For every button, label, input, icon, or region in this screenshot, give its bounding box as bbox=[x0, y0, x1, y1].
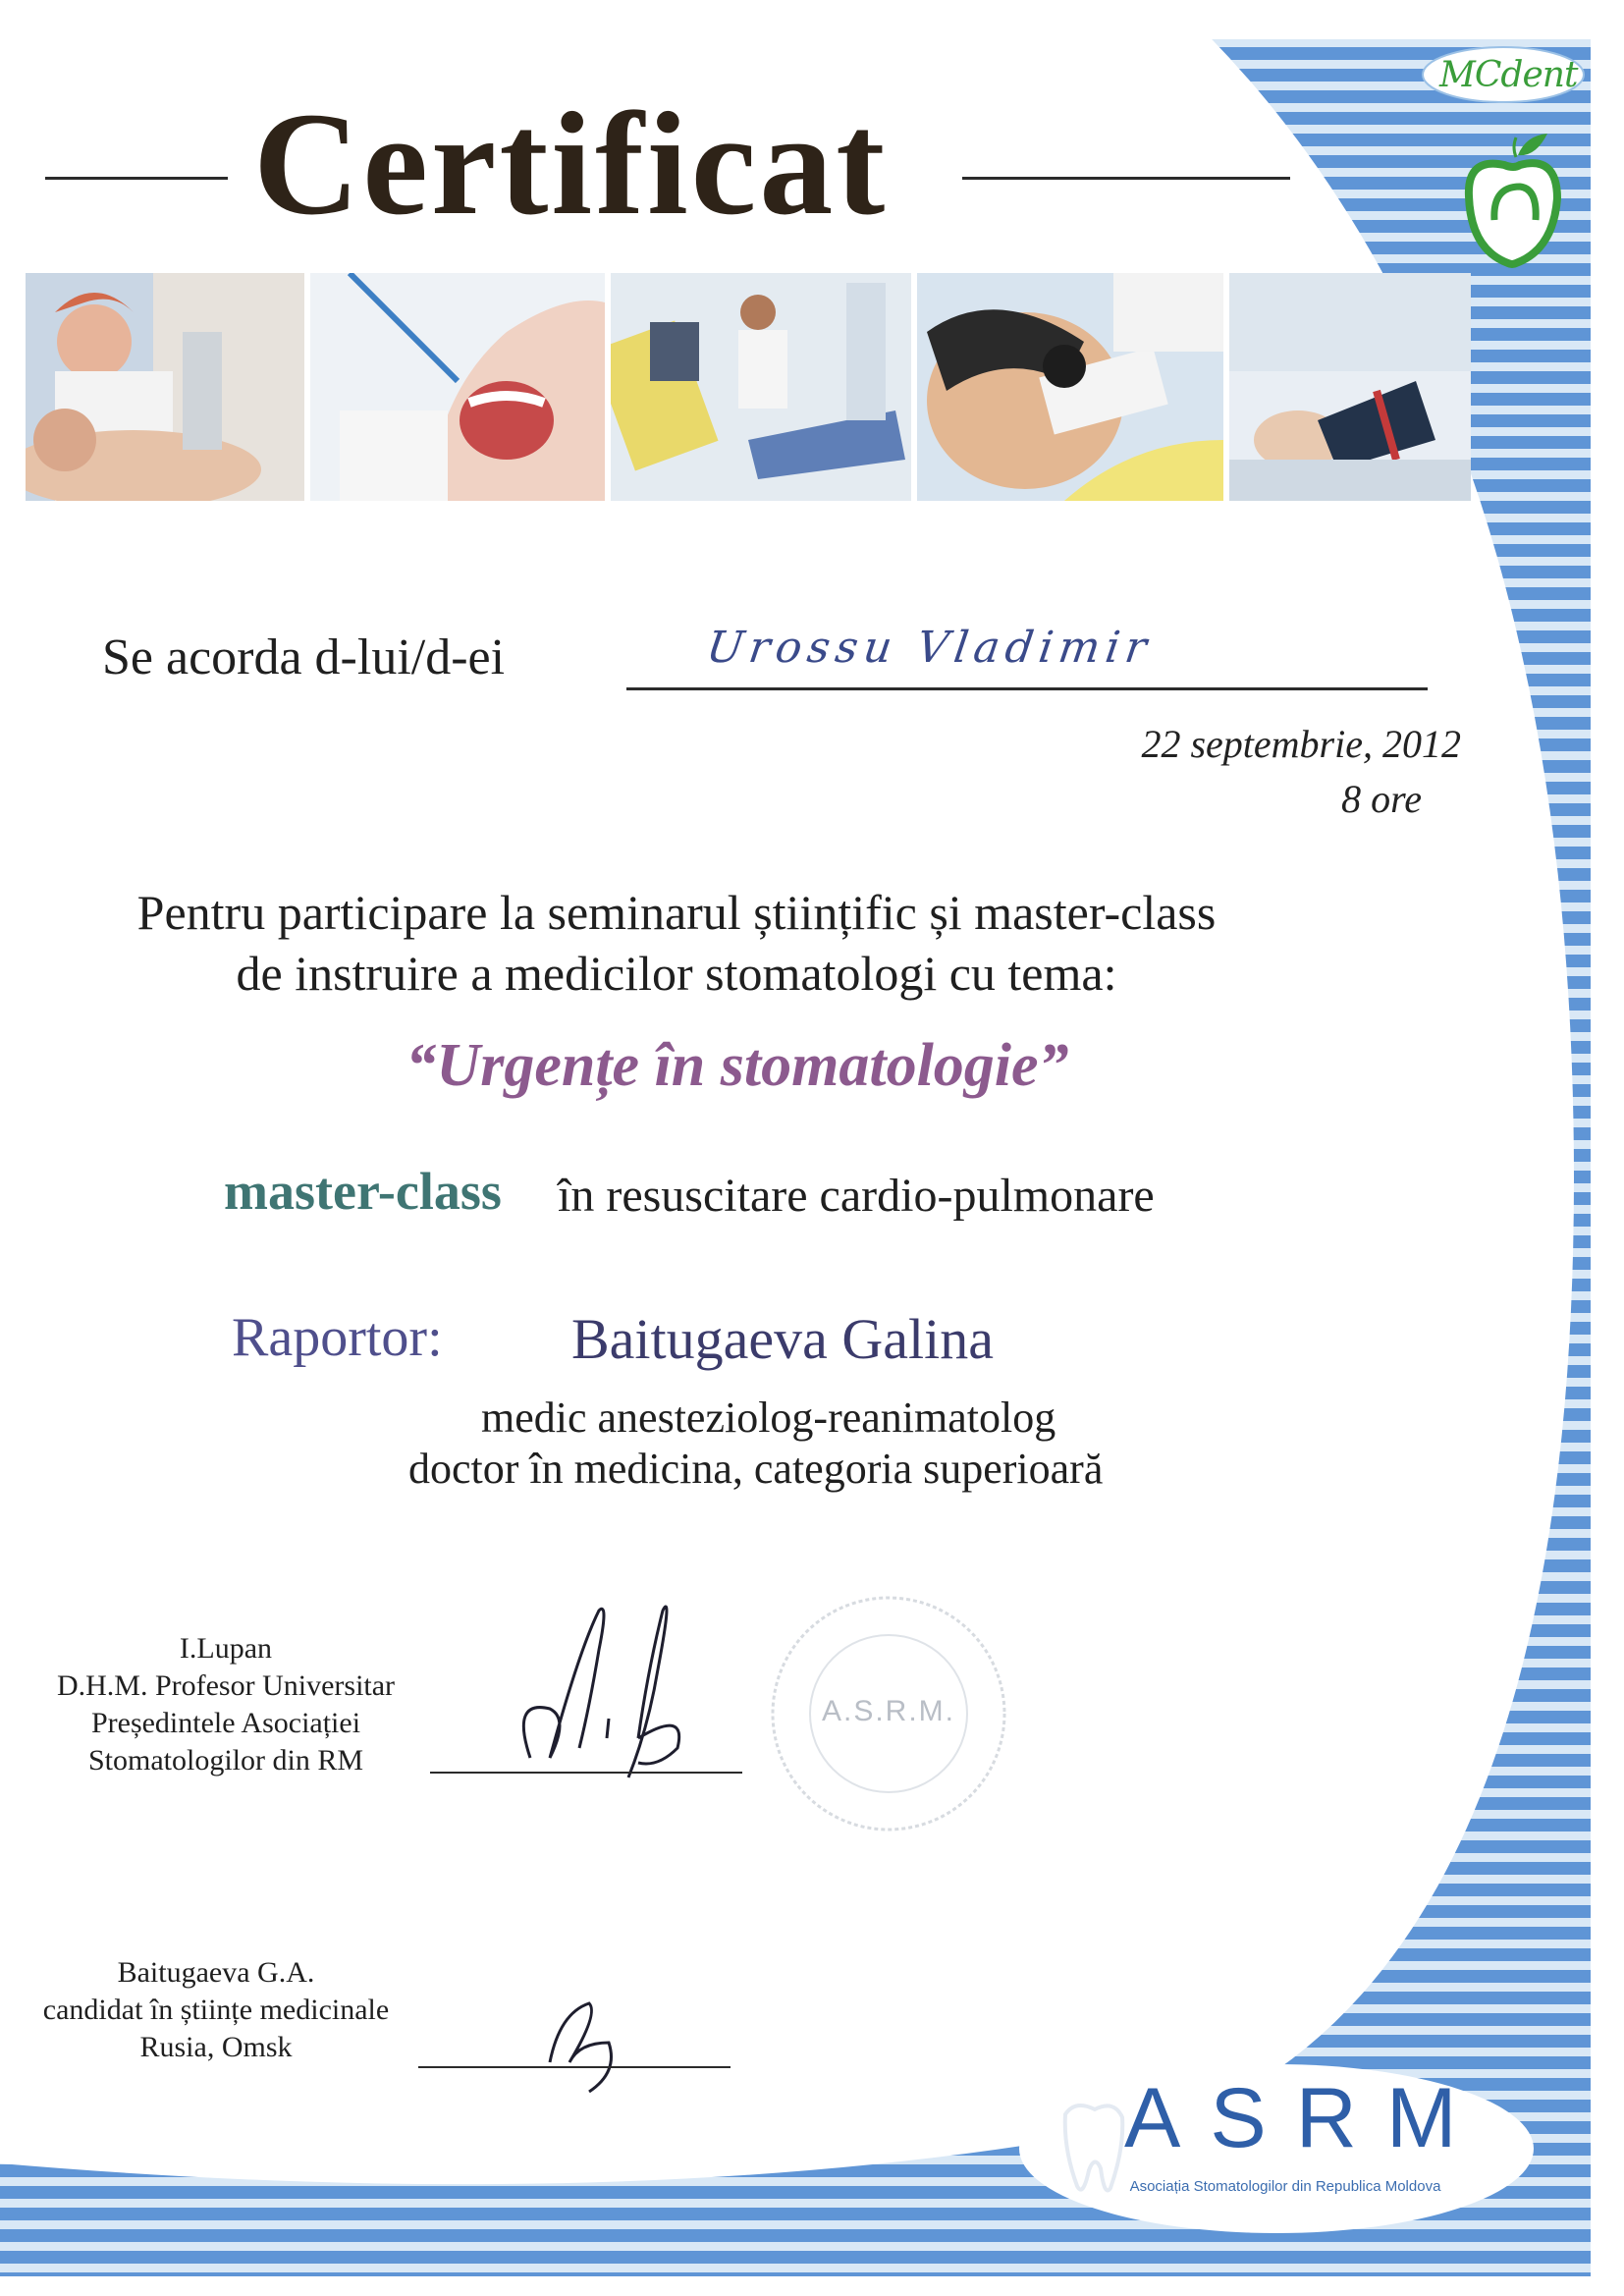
certificate-title: Certificat bbox=[253, 82, 889, 246]
reporter-title-line-1: medic anesteziolog-reanimatolog bbox=[481, 1394, 1056, 1442]
dental-patient-photo bbox=[310, 273, 605, 501]
awarded-to-label: Se acorda d-lui/d-ei bbox=[102, 629, 506, 685]
signatory-2-degree: candidat în științe medicinale bbox=[42, 1994, 390, 2026]
mannequin-photo bbox=[1229, 273, 1471, 501]
title-rule-right bbox=[962, 177, 1290, 180]
asrm-stamp bbox=[766, 1591, 1011, 1836]
mcdent-logo bbox=[1410, 39, 1587, 275]
signatory-1-name: I.Lupan bbox=[179, 1632, 273, 1665]
signatory-1-role: Președintele Asociației bbox=[90, 1707, 361, 1739]
signature-2 bbox=[530, 1984, 668, 2102]
signatory-1 bbox=[39, 1630, 412, 1779]
recipient-name: Urossu Vladimir bbox=[703, 623, 1156, 673]
masterclass-subject: în resuscitare cardio-pulmonare bbox=[558, 1170, 1155, 1222]
recipient-underline bbox=[626, 687, 1428, 690]
signatory-2-location: Rusia, Omsk bbox=[139, 2031, 293, 2063]
intro-line-2: de instruire a medicilor stomatologi cu tema: bbox=[236, 946, 1117, 1001]
masterclass-label: master-class bbox=[224, 1162, 502, 1221]
seminar-topic: “Urgențe în stomatologie” bbox=[406, 1032, 1069, 1099]
asrm-logo bbox=[1016, 2060, 1537, 2237]
signatory-2-name: Baitugaeva G.A. bbox=[117, 1956, 315, 1989]
emergency-room-photo bbox=[611, 273, 911, 501]
reporter-name: Baitugaeva Galina bbox=[571, 1307, 994, 1371]
signature-2-line bbox=[418, 2066, 731, 2068]
asrm-acronym: ASRM bbox=[1124, 2071, 1487, 2165]
event-date: 22 septembrie, 2012 bbox=[1141, 722, 1461, 766]
mcdent-logo-text: MCdent bbox=[1439, 55, 1578, 95]
signature-1-line bbox=[430, 1772, 742, 1774]
title-rule-left bbox=[45, 177, 228, 180]
patient-ventilation-photo bbox=[917, 273, 1223, 501]
cpr-training-photo bbox=[26, 273, 304, 501]
signatory-2 bbox=[29, 1954, 403, 2066]
reporter-label: Raportor: bbox=[232, 1307, 443, 1368]
asrm-subtitle: Asociația Stomatologilor din Republica Moldova bbox=[1129, 2178, 1441, 2195]
intro-line-1: Pentru participare la seminarul științific și master-class bbox=[136, 885, 1217, 940]
signature-1 bbox=[491, 1591, 727, 1787]
signatory-1-organization: Stomatologilor din RM bbox=[87, 1744, 364, 1777]
event-hours: 8 ore bbox=[1341, 777, 1422, 821]
signatory-1-degree: D.H.M. Profesor Universitar bbox=[56, 1669, 396, 1702]
reporter-title-line-2: doctor în medicina, categoria superioară bbox=[408, 1445, 1104, 1493]
stamp-text: A.S.R.M. bbox=[821, 1695, 955, 1727]
